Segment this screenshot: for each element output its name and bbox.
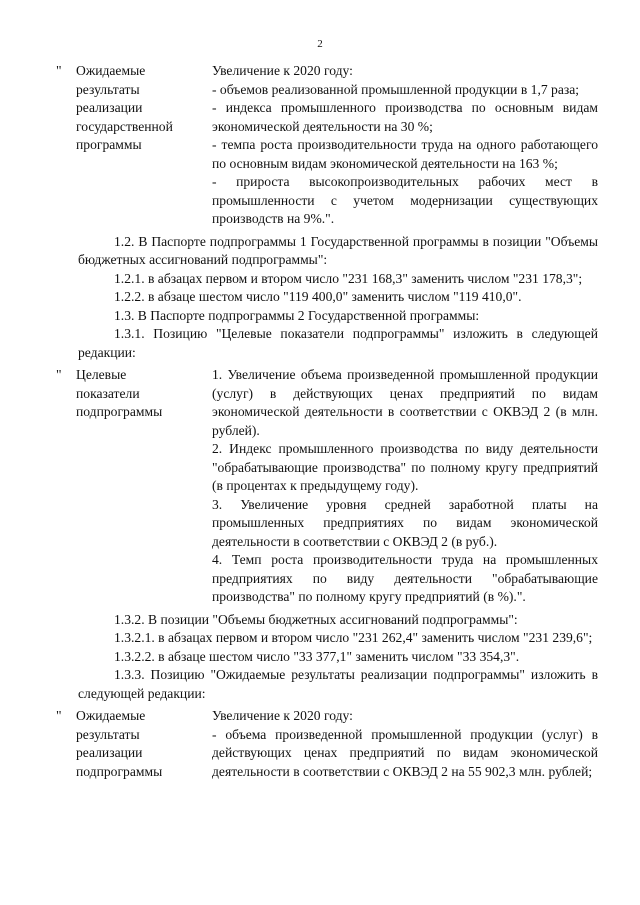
label-line: Целевые: [76, 367, 127, 382]
text-line: - прироста высокопроизводительных рабочих мест в промышленности с учетом модернизации существующих производств на 9%.".: [212, 174, 598, 226]
position-block-target-indicators: [56, 366, 598, 607]
position-block-expected-results-subprogram: [56, 707, 598, 781]
paragraph-1-2-2: 1.2.2. в абзаце шестом число "119 400,0" заменить числом "119 410,0".: [114, 289, 522, 304]
text-line: 4. Темп роста производительности труда на промышленных предприятиях по виду деятельности "обрабатывающие производства" по полному кругу предприятий (в %).".: [212, 552, 598, 604]
label-line: реализации: [76, 745, 143, 760]
opening-quote: ": [56, 367, 62, 382]
position-label: [76, 366, 204, 422]
label-line: программы: [76, 137, 142, 152]
paragraph-1-2-1: 1.2.1. в абзацах первом и втором число "231 168,3" заменить числом "231 178,3";: [114, 270, 583, 286]
text-line: 1. Увеличение объема произведенной промышленной продукции (услуг) в действующих ценах предприятий по видам экономической деятельности в соответствии с ОКВЭД 2 (в млн. рублей).: [212, 367, 598, 438]
paragraph-1-3-2-1: 1.3.2.1. в абзацах первом и втором число "231 262,4" заменить числом "231 239,6";: [114, 630, 593, 645]
paragraph-1-2: 1.2. В Паспорте подпрограммы 1 Государственной программы в позиции "Объемы бюджетных ассигнований подпрограммы":: [78, 233, 598, 267]
position-text: [212, 707, 598, 781]
text-line: - темпа роста производительности труда на одного работающего по основным видам экономической деятельности на 163 %;: [212, 137, 598, 171]
page-number: 2: [317, 38, 323, 50]
paragraph-1-3-3: 1.3.3. Позицию "Ожидаемые результаты реализации подпрограммы" изложить в следующей редакции:: [78, 667, 598, 701]
paragraph-1-3: 1.3. В Паспорте подпрограммы 2 Государственной программы:: [114, 307, 480, 323]
label-line: подпрограммы: [76, 404, 163, 419]
position-text: [212, 62, 598, 229]
paragraph-1-3-2: 1.3.2. В позиции "Объемы бюджетных ассигнований подпрограммы":: [114, 611, 518, 627]
text-line: 2. Индекс промышленного производства по виду деятельности "обрабатывающие производства" по полному кругу предприятий (в процентах к предыдущему году).: [212, 441, 598, 493]
text-line: Увеличение к 2020 году:: [212, 708, 353, 723]
document-body: [0, 62, 640, 781]
label-line: государственной: [76, 118, 173, 134]
position-label: [76, 62, 204, 155]
text-line: - индекса промышленного производства по основным видам экономической деятельности на 30 %;: [212, 100, 598, 134]
label-line: реализации: [76, 100, 143, 115]
paragraph-1-3-2-2: 1.3.2.2. в абзаце шестом число "33 377,1" заменить числом "33 354,3".: [114, 648, 520, 664]
label-line: показатели: [76, 385, 140, 401]
position-block-expected-results-program: [56, 62, 598, 229]
position-label: [76, 707, 204, 781]
opening-quote: ": [56, 63, 62, 78]
text-line: - объема произведенной промышленной продукции (услуг) в действующих ценах предприятий по видам экономической деятельности в соответствии с ОКВЭД 2 на 55 902,3 млн. рублей;: [212, 726, 598, 779]
paragraph-1-3-1: 1.3.1. Позицию "Целевые показатели подпрограммы" изложить в следующей редакции:: [78, 326, 598, 360]
label-line: Ожидаемые: [76, 63, 146, 78]
text-line: Увеличение к 2020 году:: [212, 63, 353, 78]
text-line: 3. Увеличение уровня средней заработной платы на промышленных предприятиях по видам экономической деятельности в соответствии с ОКВЭД 2 (в руб.).: [212, 496, 598, 549]
opening-quote: ": [56, 708, 62, 723]
text-line: - объемов реализованной промышленной продукции в 1,7 раза;: [212, 81, 580, 97]
position-text: [212, 366, 598, 607]
label-line: результаты: [76, 81, 140, 97]
label-line: результаты: [76, 726, 140, 742]
label-line: подпрограммы: [76, 763, 163, 779]
label-line: Ожидаемые: [76, 708, 146, 723]
